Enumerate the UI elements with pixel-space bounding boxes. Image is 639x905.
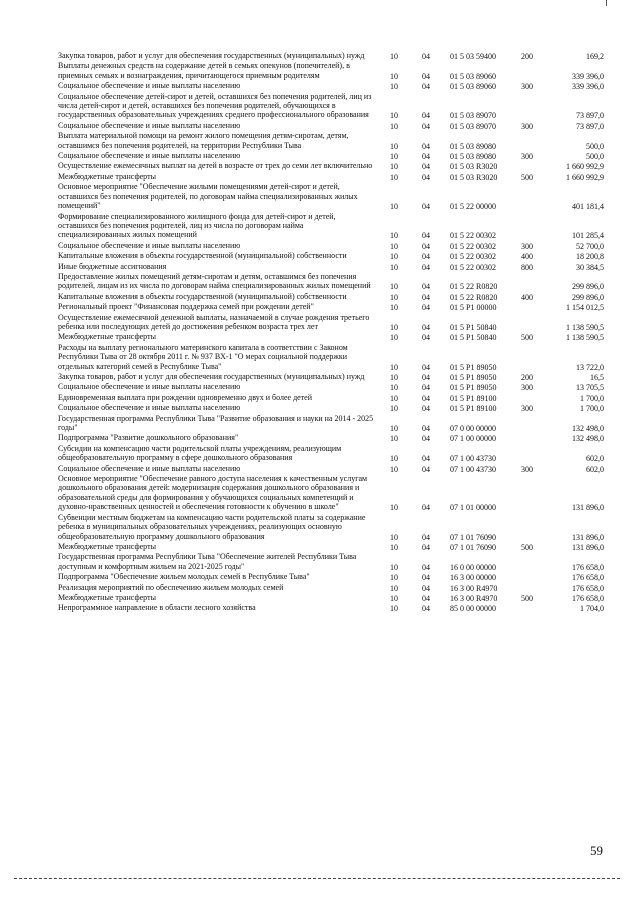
target-article-code: 01 5 03 89060	[450, 82, 496, 92]
expense-type-code: 300	[521, 464, 533, 474]
section-code: 10	[390, 162, 398, 172]
expense-type-code: 300	[521, 82, 533, 92]
expense-type-code: 300	[521, 241, 533, 251]
amount: 30 384,5	[576, 262, 604, 272]
section-code: 10	[390, 231, 398, 241]
table-row	[58, 603, 610, 613]
section-code: 10	[390, 604, 398, 614]
target-article-code: 01 5 P1 89050	[450, 362, 497, 372]
section-code: 10	[390, 383, 398, 393]
section-code: 10	[390, 333, 398, 343]
target-article-code: 07 1 01 76090	[450, 532, 496, 542]
row-name: Подпрограмма "Развитие дошкольного образования"	[58, 433, 239, 443]
table-row	[58, 313, 610, 333]
target-article-code: 01 5 03 R3020	[450, 162, 498, 172]
expense-type-code: 500	[521, 593, 533, 603]
expense-type-code	[514, 343, 540, 372]
subsection-code: 04	[422, 383, 430, 393]
target-article-code: 01 5 22 00302	[450, 252, 496, 262]
target-article-code: 16 0 00 00000	[450, 562, 496, 572]
target-article-code: 01 5 22 R0820	[450, 292, 498, 302]
table-row	[58, 302, 610, 312]
row-name: Иные бюджетные ассигнования	[58, 261, 167, 271]
expense-type-code: 200	[521, 52, 533, 61]
table-row	[58, 92, 610, 121]
expense-type-code	[514, 583, 540, 593]
table-row	[58, 513, 610, 542]
section-code: 10	[390, 424, 398, 434]
subsection-code: 04	[422, 434, 430, 444]
section-code: 10	[390, 303, 398, 313]
row-name: Единовременная выплата при рождении одновременно двух и более детей	[58, 392, 313, 402]
subsection-code: 04	[422, 583, 430, 593]
subsection-code: 04	[422, 454, 430, 464]
section-code: 10	[390, 362, 398, 372]
target-article-code: 01 5 03 59400	[450, 52, 496, 61]
expense-type-code	[514, 302, 540, 312]
section-code: 10	[390, 71, 398, 81]
subsection-code: 04	[422, 141, 430, 151]
table-row	[58, 121, 610, 131]
expense-type-code: 500	[521, 542, 533, 552]
scan-mark	[606, 0, 607, 6]
expense-type-code: 300	[521, 152, 533, 162]
subsection-code: 04	[422, 322, 430, 332]
expense-type-code	[514, 61, 540, 81]
subsection-code: 04	[422, 424, 430, 434]
target-article-code: 07 1 01 00000	[450, 503, 496, 513]
row-name: Субсидии на компенсацию части родительской платы учреждениям, реализующим общеобразовательную программу в сфере дошкольного образования	[58, 443, 342, 463]
target-article-code: 01 5 P1 50840	[450, 322, 497, 332]
page-number: 59	[590, 843, 603, 858]
subsection-code: 04	[422, 333, 430, 343]
section-code: 10	[390, 172, 398, 182]
table-row	[58, 151, 610, 161]
section-code: 10	[390, 202, 398, 212]
row-name: Основное мероприятие "Обеспечение жилыми помещениями детей-сирот и детей, оставшихся без попечения родителей, по договорам найма специализированных жилых помещений"	[58, 182, 358, 211]
subsection-code: 04	[422, 464, 430, 474]
row-name: Социальное обеспечение и иные выплаты населению	[58, 463, 241, 473]
section-code: 10	[390, 542, 398, 552]
expense-type-code	[514, 552, 540, 572]
target-article-code: 01 5 22 00302	[450, 231, 496, 241]
expense-type-code	[514, 92, 540, 121]
section-code: 10	[390, 252, 398, 262]
row-name: Субвенции местным бюджетам на компенсацию части родительской платы за содержание ребенка в муниципальных образовательных учреждениях, реализующих основную общеобразовательную программу дошкольного образования	[58, 512, 366, 541]
row-name: Закупка товаров, работ и услуг для обеспечения государственных (муниципальных) нужд	[58, 51, 365, 60]
table-row	[58, 393, 610, 403]
target-article-code: 07 1 01 76090	[450, 542, 496, 552]
amount: 602,0	[586, 464, 604, 474]
amount: 500,0	[586, 141, 604, 151]
expense-type-code	[514, 414, 540, 434]
target-article-code: 01 5 03 R3020	[450, 172, 498, 182]
row-name: Формирование специализированного жилищного фонда для детей-сирот и детей, оставшихся без попечения родителей, лиц из числа по договорам найма специализированных жилых помещений	[58, 211, 336, 240]
expense-type-code: 300	[521, 121, 533, 131]
table-row	[58, 414, 610, 434]
target-article-code: 07 1 00 00000	[450, 434, 496, 444]
subsection-code: 04	[422, 542, 430, 552]
bottom-rule	[14, 878, 620, 879]
amount: 13 705,5	[576, 383, 604, 393]
subsection-code: 04	[422, 252, 430, 262]
row-name: Основное мероприятие "Обеспечение равного доступа населения к качественным услугам дошкольного образования детей: модернизация содержания дошкольного образования и образовательной среды для формирования у обучающихся социальных компетенций и духовно-нравственных ценностей и обеспечения готовности к обучению в школе"	[58, 474, 368, 512]
subsection-code: 04	[422, 71, 430, 81]
amount: 131 896,0	[572, 532, 604, 542]
table-row	[58, 593, 610, 603]
target-article-code: 07 1 00 43730	[450, 454, 496, 464]
target-article-code: 01 5 22 00302	[450, 241, 496, 251]
amount: 1 704,0	[580, 604, 604, 614]
row-name: Капитальные вложения в объекты государственной (муниципальной) собственности	[58, 291, 347, 301]
subsection-code: 04	[422, 162, 430, 172]
target-article-code: 01 5 03 89080	[450, 152, 496, 162]
target-article-code: 01 5 22 R0820	[450, 282, 498, 292]
row-name: Выплата материальной помощи на ремонт жилого помещения детям-сиротам, детям, оставшимся без попечения родителей, на территории Республики Тыва	[58, 131, 349, 150]
subsection-code: 04	[422, 292, 430, 302]
amount: 16,5	[590, 373, 604, 382]
row-name: Региональный проект "Финансовая поддержка семей при рождении детей"	[58, 302, 314, 312]
expense-type-code	[514, 182, 540, 211]
section-code: 10	[390, 393, 398, 403]
amount: 339 396,0	[572, 82, 604, 92]
amount: 131 896,0	[572, 503, 604, 513]
expense-type-code	[514, 603, 540, 613]
amount: 299 896,0	[572, 292, 604, 302]
row-name: Непрограммное направление в области лесного хозяйства	[58, 603, 256, 613]
amount: 1 154 012,5	[566, 303, 604, 313]
row-name: Социальное обеспечение и иные выплаты населению	[58, 81, 241, 91]
row-name: Капитальные вложения в объекты государственной (муниципальной) собственности	[58, 251, 347, 261]
target-article-code: 07 1 00 43730	[450, 464, 496, 474]
target-article-code: 01 5 P1 89100	[450, 393, 497, 403]
budget-table	[58, 51, 610, 614]
subsection-code: 04	[422, 152, 430, 162]
target-article-code: 01 5 P1 50840	[450, 333, 497, 343]
subsection-code: 04	[422, 282, 430, 292]
section-code: 10	[390, 152, 398, 162]
target-article-code: 01 5 22 00302	[450, 262, 496, 272]
row-name: Социальное обеспечение и иные выплаты населению	[58, 120, 241, 130]
target-article-code: 01 5 P1 89050	[450, 383, 497, 393]
target-article-code: 01 5 P1 00000	[450, 303, 497, 313]
table-row	[58, 81, 610, 91]
section-code: 10	[390, 562, 398, 572]
subsection-code: 04	[422, 262, 430, 272]
amount: 176 658,0	[572, 573, 604, 583]
table-row	[58, 241, 610, 251]
table-row	[58, 292, 610, 302]
amount: 169,2	[586, 52, 604, 61]
section-code: 10	[390, 141, 398, 151]
subsection-code: 04	[422, 393, 430, 403]
table-row	[58, 464, 610, 474]
section-code: 10	[390, 292, 398, 302]
expense-type-code	[514, 272, 540, 292]
table-row	[58, 542, 610, 552]
target-article-code: 16 3 00 R4970	[450, 583, 498, 593]
target-article-code: 07 0 00 00000	[450, 424, 496, 434]
row-name: Межбюджетные трансферты	[58, 592, 156, 602]
subsection-code: 04	[422, 404, 430, 414]
expense-type-code: 300	[521, 383, 533, 393]
section-code: 10	[390, 241, 398, 251]
section-code: 10	[390, 404, 398, 414]
expense-type-code: 800	[521, 262, 533, 272]
target-article-code: 85 0 00 00000	[450, 604, 496, 614]
amount: 1 700,0	[580, 393, 604, 403]
amount: 176 658,0	[572, 583, 604, 593]
target-article-code: 01 5 03 89080	[450, 141, 496, 151]
row-name: Расходы на выплату регионального материнского капитала в соответствии с Законом Республики Тыва от 28 октября 2011 г. № 937 ВХ-1 "О мерах социальной поддержки отдельных категорий семей в Республике Тыва"	[58, 342, 348, 371]
table-row	[58, 61, 610, 81]
expense-type-code	[514, 474, 540, 513]
subsection-code: 04	[422, 121, 430, 131]
budget-table-body	[58, 51, 610, 614]
expense-type-code: 400	[521, 252, 533, 262]
amount: 73 897,0	[576, 111, 604, 121]
subsection-code: 04	[422, 593, 430, 603]
table-row	[58, 131, 610, 151]
amount: 1 700,0	[580, 404, 604, 414]
amount: 500,0	[586, 152, 604, 162]
row-name: Реализация мероприятий по обеспечению жильем молодых семей	[58, 582, 284, 592]
section-code: 10	[390, 111, 398, 121]
expense-type-code	[514, 572, 540, 582]
row-name: Государственная программа Республики Тыва "Развитие образования и науки на 2014 - 2025 годы"	[58, 413, 374, 433]
target-article-code: 01 5 P1 89100	[450, 404, 497, 414]
amount: 1 660 992,9	[566, 162, 604, 172]
subsection-code: 04	[422, 373, 430, 382]
target-article-code: 01 5 03 89060	[450, 71, 496, 81]
target-article-code: 16 3 00 00000	[450, 573, 496, 583]
expense-type-code: 400	[521, 292, 533, 302]
subsection-code: 04	[422, 202, 430, 212]
section-code: 10	[390, 434, 398, 444]
table-row	[58, 433, 610, 443]
table-row	[58, 262, 610, 272]
row-name: Закупка товаров, работ и услуг для обеспечения государственных (муниципальных) нужд	[58, 372, 365, 381]
expense-type-code: 300	[521, 404, 533, 414]
amount: 1 138 590,5	[566, 322, 604, 332]
amount: 1 138 590,5	[566, 333, 604, 343]
expense-type-code: 500	[521, 333, 533, 343]
amount: 18 200,8	[576, 252, 604, 262]
subsection-code: 04	[422, 172, 430, 182]
subsection-code: 04	[422, 503, 430, 513]
table-row	[58, 182, 610, 211]
amount: 132 498,0	[572, 434, 604, 444]
row-name: Социальное обеспечение и иные выплаты населению	[58, 382, 241, 392]
row-name: Межбюджетные трансферты	[58, 171, 156, 181]
table-row	[58, 343, 610, 372]
expense-type-code	[514, 433, 540, 443]
table-row	[58, 474, 610, 513]
amount: 176 658,0	[572, 562, 604, 572]
expense-type-code	[514, 313, 540, 333]
table-row	[58, 444, 610, 464]
subsection-code: 04	[422, 52, 430, 61]
table-row	[58, 51, 610, 61]
section-code: 10	[390, 121, 398, 131]
section-code: 10	[390, 593, 398, 603]
expense-type-code: 500	[521, 172, 533, 182]
amount: 73 897,0	[576, 121, 604, 131]
subsection-code: 04	[422, 82, 430, 92]
expense-type-code	[514, 212, 540, 241]
section-code: 10	[390, 464, 398, 474]
section-code: 10	[390, 454, 398, 464]
subsection-code: 04	[422, 231, 430, 241]
subsection-code: 04	[422, 573, 430, 583]
amount: 131 896,0	[572, 542, 604, 552]
expense-type-code	[514, 444, 540, 464]
section-code: 10	[390, 532, 398, 542]
target-article-code: 16 3 00 R4970	[450, 593, 498, 603]
row-name: Выплаты денежных средств на содержание детей в семьях опекунов (попечителей), в приемных семьях и вознаграждения, причитающегося приемным родителям	[58, 61, 350, 80]
amount: 299 896,0	[572, 282, 604, 292]
section-code: 10	[390, 583, 398, 593]
amount: 339 396,0	[572, 71, 604, 81]
section-code: 10	[390, 373, 398, 382]
amount: 52 700,0	[576, 241, 604, 251]
section-code: 10	[390, 573, 398, 583]
amount: 602,0	[586, 454, 604, 464]
expense-type-code	[514, 131, 540, 151]
section-code: 10	[390, 52, 398, 61]
table-row	[58, 251, 610, 261]
amount: 101 285,4	[572, 231, 604, 241]
row-name: Подпрограмма "Обеспечение жильем молодых семей в Республике Тыва"	[58, 572, 310, 582]
target-article-code: 01 5 22 00000	[450, 202, 496, 212]
subsection-code: 04	[422, 362, 430, 372]
amount: 1 660 992,9	[566, 172, 604, 182]
section-code: 10	[390, 503, 398, 513]
table-row	[58, 332, 610, 342]
expense-type-code	[514, 513, 540, 542]
table-row	[58, 161, 610, 171]
row-name: Социальное обеспечение детей-сирот и детей, оставшихся без попечения родителей, лиц из числа детей-сирот и детей, оставшихся без попечения родителей, обучающихся в государственных образовательных учреждениях среднего профессионального образования	[58, 91, 372, 120]
amount: 401 181,4	[572, 202, 604, 212]
target-article-code: 01 5 03 89070	[450, 121, 496, 131]
row-name: Межбюджетные трансферты	[58, 541, 156, 551]
expense-type-code: 200	[521, 373, 533, 382]
expense-type-code	[514, 393, 540, 403]
table-row	[58, 172, 610, 182]
table-row	[58, 572, 610, 582]
target-article-code: 01 5 03 89070	[450, 111, 496, 121]
table-row	[58, 382, 610, 392]
table-row	[58, 212, 610, 241]
section-code: 10	[390, 282, 398, 292]
target-article-code: 01 5 P1 89050	[450, 373, 497, 382]
row-name: Социальное обеспечение и иные выплаты населению	[58, 240, 241, 250]
row-name: Межбюджетные трансферты	[58, 332, 156, 342]
row-name: Осуществление ежемесячных выплат на детей в возрасте от трех до семи лет включительно	[58, 161, 373, 171]
subsection-code: 04	[422, 241, 430, 251]
table-row	[58, 403, 610, 413]
amount: 13 722,0	[576, 362, 604, 372]
table-row	[58, 583, 610, 593]
subsection-code: 04	[422, 532, 430, 542]
table-row	[58, 552, 610, 572]
section-code: 10	[390, 322, 398, 332]
row-name: Предоставление жилых помещений детям-сиротам и детям, оставшимся без попечения родителей, лицам из их числа по договорам найма специализированных жилых помещений	[58, 271, 371, 291]
subsection-code: 04	[422, 303, 430, 313]
subsection-code: 04	[422, 111, 430, 121]
row-name: Социальное обеспечение и иные выплаты населению	[58, 403, 241, 413]
subsection-code: 04	[422, 604, 430, 614]
row-name: Социальное обеспечение и иные выплаты населению	[58, 151, 241, 161]
amount: 176 658,0	[572, 593, 604, 603]
table-row	[58, 272, 610, 292]
table-row	[58, 372, 610, 382]
row-name: Государственная программа Республики Тыва "Обеспечение жителей Республики Тыва доступным и комфортным жильем на 2021-2025 годы"	[58, 552, 357, 571]
section-code: 10	[390, 82, 398, 92]
section-code: 10	[390, 262, 398, 272]
amount: 132 498,0	[572, 424, 604, 434]
expense-type-code	[514, 161, 540, 171]
subsection-code: 04	[422, 562, 430, 572]
row-name: Осуществление ежемесячной денежной выплаты, назначаемой в случае рождения третьего ребенка или последующих детей до достижения ребенком возраста трех лет	[58, 312, 370, 331]
